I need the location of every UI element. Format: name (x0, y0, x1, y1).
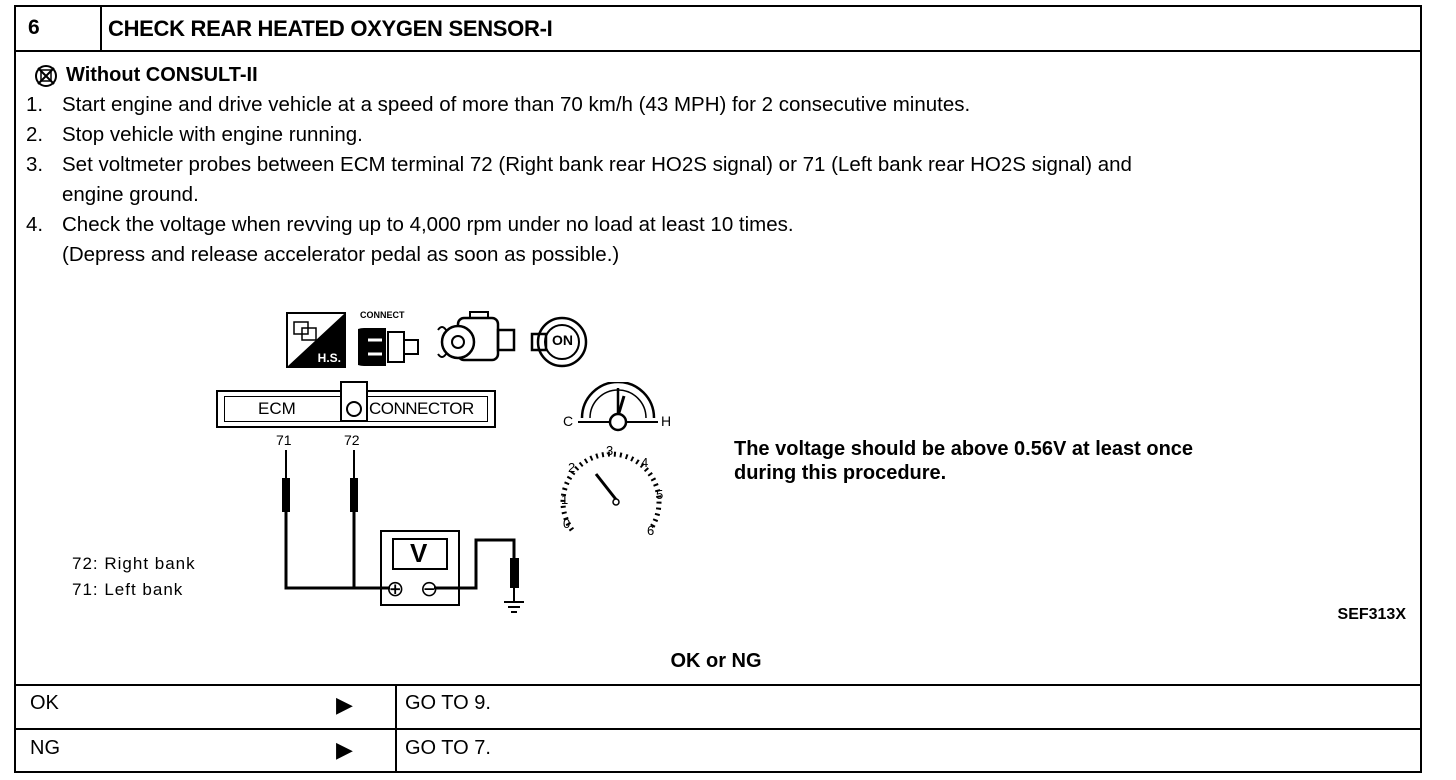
decision-title: OK or NG (670, 650, 762, 672)
tach-5: 5 (656, 487, 664, 502)
engine-running-icon (436, 310, 520, 372)
result-text-line-1: The voltage should be above 0.56V at least once (734, 438, 1194, 460)
harness-connector-icon: H.S. (286, 312, 346, 368)
connect-icon: CONNECT (358, 310, 424, 370)
without-consult-icon (34, 64, 58, 88)
step-1: 1. Start engine and drive vehicle at a speed of more than 70 km/h (43 MPH) for 2 consecutive minutes. (26, 93, 971, 116)
ok-label: OK (30, 692, 59, 714)
temperature-gauge-icon (566, 382, 670, 438)
decision-col-divider (395, 684, 397, 773)
tach-3: 3 (606, 443, 614, 458)
decision-divider (14, 684, 1422, 686)
ng-arrow-icon: ▶ (336, 737, 353, 762)
header-number-divider (100, 5, 102, 51)
voltmeter-minus: ⊖ (420, 576, 439, 601)
step-3: 3. Set voltmeter probes between ECM terminal 72 (Right bank rear HO2S signal) or 71 (Left bank rear HO2S signal) and (26, 153, 1132, 176)
page-title: CHECK REAR HEATED OXYGEN SENSOR-I (108, 16, 553, 41)
temp-cold-label: C (563, 413, 574, 429)
step-2: 2. Stop vehicle with engine running. (26, 123, 363, 146)
step-4: 4. Check the voltage when revving up to 4,000 rpm under no load at least 10 times. (26, 213, 794, 236)
ng-action: GO TO 7. (405, 737, 491, 759)
tach-6: 6 (647, 523, 655, 538)
ignition-on-icon: ON (528, 312, 592, 372)
section-title: Without CONSULT-II (66, 64, 258, 86)
figure-code: SEF313X (1337, 606, 1406, 623)
terminal-71-label: 71 (276, 432, 292, 448)
terminal-72-label: 72 (344, 432, 360, 448)
ng-label: NG (30, 737, 60, 759)
connector-key-circle (346, 401, 362, 417)
temp-hot-label: H (661, 413, 672, 429)
legend-left-bank: 71: Left bank (72, 580, 184, 599)
step-4-note: (Depress and release accelerator pedal as soon as possible.) (62, 243, 620, 266)
legend-right-bank: 72: Right bank (72, 554, 196, 573)
connector-left-label: ECM (258, 399, 296, 418)
step-3-continued: engine ground. (62, 183, 199, 206)
result-text-line-2: during this procedure. (734, 462, 947, 484)
ok-action: GO TO 9. (405, 692, 491, 714)
tach-1: 1 (561, 492, 569, 507)
tach-2: 2 (568, 460, 576, 475)
tach-0: 0 (563, 516, 571, 531)
voltmeter-plus: ⊕ (386, 576, 405, 601)
voltmeter-letter: V (410, 538, 428, 568)
ok-arrow-icon: ▶ (336, 692, 353, 717)
tach-4: 4 (641, 455, 649, 470)
decision-row-divider (14, 728, 1422, 730)
header-divider (14, 50, 1422, 52)
step-number: 6 (28, 16, 40, 39)
connector-right-label: CONNECTOR (369, 399, 474, 418)
